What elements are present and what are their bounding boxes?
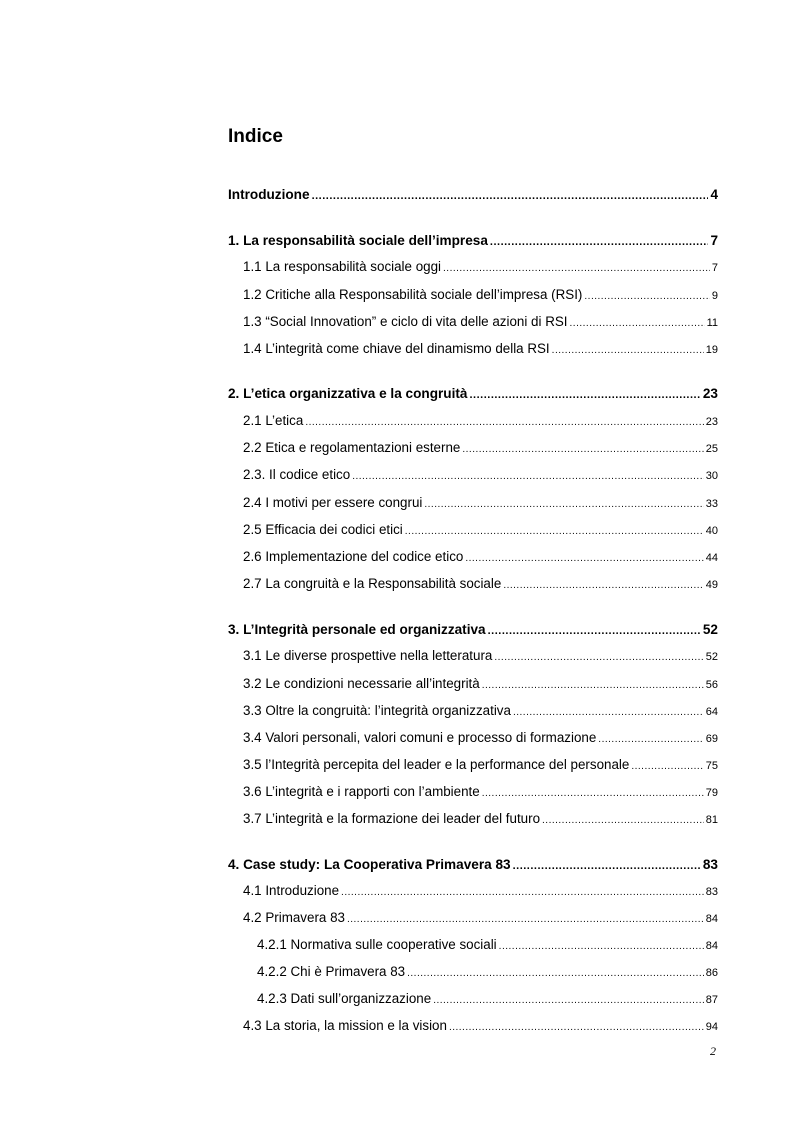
dot-leader: [552, 345, 704, 356]
toc-entry[interactable]: [243, 1018, 718, 1033]
toc-entry-page: 4: [710, 187, 718, 202]
toc-entry-page: 64: [705, 706, 718, 718]
toc-entry[interactable]: [243, 440, 718, 455]
toc-entry-page: 30: [705, 470, 718, 482]
toc-entry-label: 1.4 L’integrità come chiave del dinamismo della RSI: [243, 341, 550, 356]
toc-entry-page: 19: [705, 344, 718, 356]
toc-entry[interactable]: [243, 883, 718, 898]
toc-entry-introduzione[interactable]: [228, 187, 718, 202]
toc-entry[interactable]: [243, 341, 718, 356]
toc-entry-label: 3.4 Valori personali, valori comuni e processo di formazione: [243, 730, 597, 745]
toc-entry-page: 33: [705, 498, 718, 510]
toc-entry[interactable]: [243, 467, 718, 482]
toc-entry-page: 94: [705, 1021, 718, 1033]
dot-leader: [443, 263, 710, 274]
toc-entry-label: 2.4 I motivi per essere congrui: [243, 495, 423, 510]
toc-entry-label: 2.6 Implementazione del codice etico: [243, 549, 464, 564]
toc-chapter-1[interactable]: [228, 233, 718, 248]
toc-entry[interactable]: [243, 314, 718, 329]
toc-entry-page: 84: [705, 940, 718, 952]
dot-leader: [305, 417, 703, 428]
page-number: 2: [710, 1044, 716, 1058]
toc-entry-page: 9: [711, 290, 718, 302]
dot-leader: [490, 236, 709, 248]
toc-entry-label: 1.3 “Social Innovation” e ciclo di vita delle azioni di RSI: [243, 314, 568, 329]
toc-entry[interactable]: [243, 811, 718, 826]
toc-entry[interactable]: [243, 413, 718, 428]
toc-entry-label: 3.6 L’integrità e i rapporti con l’ambiente: [243, 784, 480, 799]
toc-entry-label: 1.1 La responsabilità sociale oggi: [243, 259, 442, 274]
toc-entry-label: 3.1 Le diverse prospettive nella letteratura: [243, 648, 493, 663]
toc-entry[interactable]: [257, 964, 718, 979]
toc-entry[interactable]: [243, 522, 718, 537]
toc-chapter-3[interactable]: [228, 622, 718, 637]
toc-entry[interactable]: [243, 676, 718, 691]
dot-leader: [631, 761, 703, 772]
dot-leader: [405, 526, 704, 537]
dot-leader: [499, 941, 704, 952]
toc-entry-page: 7: [710, 233, 718, 248]
dot-leader: [482, 788, 704, 799]
toc-entry-label: 1. La responsabilità sociale dell’impresa: [228, 233, 488, 248]
dot-leader: [341, 887, 704, 898]
toc-entry-page: 83: [705, 886, 718, 898]
toc-entry-label: 4. Case study: La Cooperativa Primavera 83: [228, 857, 511, 872]
dot-leader: [449, 1022, 704, 1033]
dot-leader: [513, 860, 701, 872]
toc-entry-page: 69: [705, 733, 718, 745]
toc-entry[interactable]: [243, 549, 718, 564]
toc-entry-label: 2.1 L’etica: [243, 413, 304, 428]
toc-entry-page: 52: [705, 651, 718, 663]
toc-entry-label: 1.2 Critiche alla Responsabilità sociale dell’impresa (RSI): [243, 287, 583, 302]
dot-leader: [494, 652, 703, 663]
dot-leader: [312, 190, 709, 202]
toc-entry-label: 4.1 Introduzione: [243, 883, 340, 898]
dot-leader: [462, 444, 703, 455]
toc-entry-page: 79: [705, 787, 718, 799]
toc-entry-page: 52: [702, 622, 718, 637]
dot-leader: [542, 815, 704, 826]
toc-entry[interactable]: [257, 937, 718, 952]
toc-entry[interactable]: [243, 730, 718, 745]
toc-entry-label: 3. L’Integrità personale ed organizzativa: [228, 622, 486, 637]
toc-entry-page: 84: [705, 913, 718, 925]
toc-entry-label: 4.3 La storia, la mission e la vision: [243, 1018, 447, 1033]
dot-leader: [469, 389, 700, 401]
toc-entry-page: 25: [705, 443, 718, 455]
toc-entry-page: 11: [706, 317, 718, 329]
toc-entry-label: 3.3 Oltre la congruità: l’integrità organizzativa: [243, 703, 511, 718]
toc-entry-label: 4.2 Primavera 83: [243, 910, 345, 925]
toc-chapter-4[interactable]: [228, 857, 718, 872]
dot-leader: [584, 291, 709, 302]
toc-entry-page: 87: [705, 994, 718, 1006]
toc-entry-page: 83: [702, 857, 718, 872]
toc-entry-label: 2.7 La congruità e la Responsabilità sociale: [243, 576, 502, 591]
dot-leader: [465, 553, 703, 564]
toc-entry[interactable]: [243, 287, 718, 302]
dot-leader: [570, 318, 705, 329]
dot-leader: [352, 471, 704, 482]
toc-entry-label: 2.2 Etica e regolamentazioni esterne: [243, 440, 461, 455]
toc-entry[interactable]: [243, 259, 718, 274]
dot-leader: [488, 625, 701, 637]
toc-entry-page: 7: [711, 262, 718, 274]
toc-entry-page: 56: [705, 679, 718, 691]
toc-entry-page: 86: [705, 967, 718, 979]
dot-leader: [513, 707, 704, 718]
toc-entry-label: 2.3. Il codice etico: [243, 467, 351, 482]
toc-entry-page: 81: [705, 814, 718, 826]
dot-leader: [433, 995, 704, 1006]
toc-entry-label: 3.5 l’Integrità percepita del leader e la performance del personale: [243, 757, 630, 772]
toc-entry-label: 3.7 L’integrità e la formazione dei leader del futuro: [243, 811, 541, 826]
toc-entry-page: 44: [705, 552, 718, 564]
toc-entry-label: 4.2.3 Dati sull’organizzazione: [257, 991, 432, 1006]
dot-leader: [347, 914, 704, 925]
toc-entry-page: 40: [705, 525, 718, 537]
toc-entry-label: 4.2.1 Normativa sulle cooperative sociali: [257, 937, 497, 952]
toc-entry-label: 3.2 Le condizioni necessarie all’integrità: [243, 676, 480, 691]
toc-entry-label: 2.5 Efficacia dei codici etici: [243, 522, 403, 537]
dot-leader: [503, 580, 703, 591]
toc-entry-page: 49: [705, 579, 718, 591]
toc-entry-page: 23: [702, 386, 718, 401]
toc-entry-page: 23: [705, 416, 718, 428]
toc-entry-page: 75: [705, 760, 718, 772]
toc-entry-label: 4.2.2 Chi è Primavera 83: [257, 964, 406, 979]
dot-leader: [407, 968, 704, 979]
toc-chapter-2[interactable]: [228, 386, 718, 401]
page-title: Indice: [228, 126, 283, 147]
dot-leader: [598, 734, 703, 745]
toc-entry-label: 2. L’etica organizzativa e la congruità: [228, 386, 468, 401]
toc-entry[interactable]: [257, 991, 718, 1006]
toc-entry[interactable]: [243, 784, 718, 799]
toc-entry[interactable]: [243, 910, 718, 925]
toc-entry[interactable]: [243, 648, 718, 663]
toc-entry[interactable]: [243, 703, 718, 718]
toc-entry-label: Introduzione: [228, 187, 310, 202]
toc-entry[interactable]: [243, 495, 718, 510]
dot-leader: [482, 680, 704, 691]
toc-entry[interactable]: [243, 757, 718, 772]
dot-leader: [424, 499, 703, 510]
toc-entry[interactable]: [243, 576, 718, 591]
